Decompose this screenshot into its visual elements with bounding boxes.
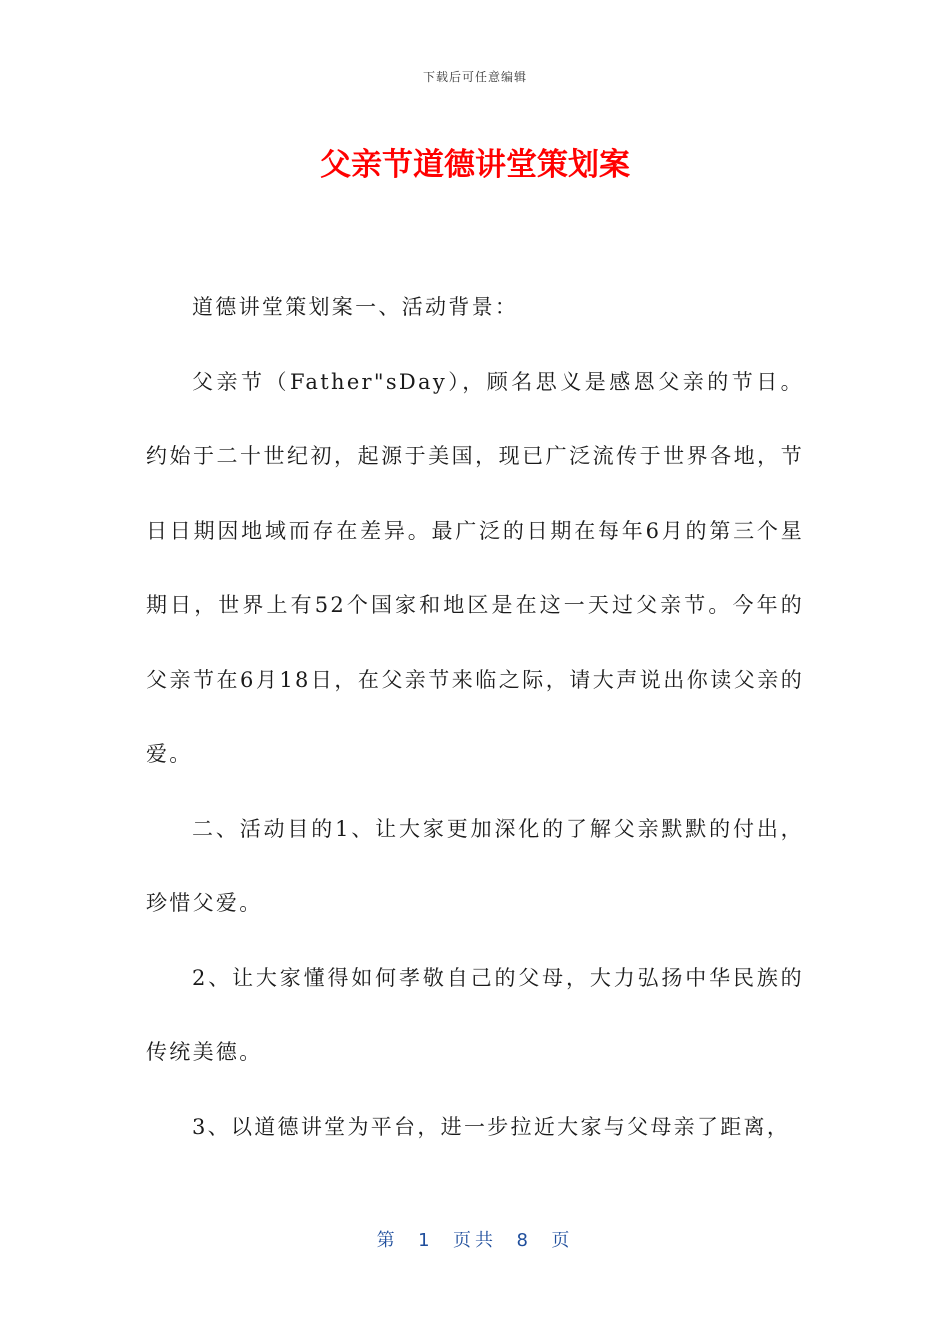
document-body [146, 270, 804, 1164]
paragraph-fathers-day-intro: 父亲节（Father"sDay），顾名思义是感恩父亲的节日。约始于二十世纪初，起源于美国，现已广泛流传于世界各地，节日日期因地域而存在差异。最广泛的日期在每年6月的第三个星期日，世界上有52个国家和地区是在这一天过父亲节。今年的父亲节在6月18日，在父亲节来临之际，请大声说出你读父亲的爱。 [146, 369, 804, 766]
paragraph-activity-goal-2: 2、让大家懂得如何孝敬自己的父母，大力弘扬中华民族的传统美德。 [146, 965, 804, 1064]
paragraph-activity-goal-3: 3、以道德讲堂为平台，进一步拉近大家与父母亲了距离， [192, 1114, 791, 1139]
header-note: 下载后可任意编辑 [422, 70, 527, 84]
paragraph-activity-background-heading: 道德讲堂策划案一、活动背景： [192, 295, 519, 319]
document-title: 父亲节道德讲堂策划案 [320, 147, 630, 183]
paragraph-activity-goal-1: 二、活动目的1、让大家更加深化的了解父亲默默的付出，珍惜父爱。 [146, 816, 804, 915]
page-number-footer: 第 1 页共 8 页 [376, 1230, 574, 1251]
